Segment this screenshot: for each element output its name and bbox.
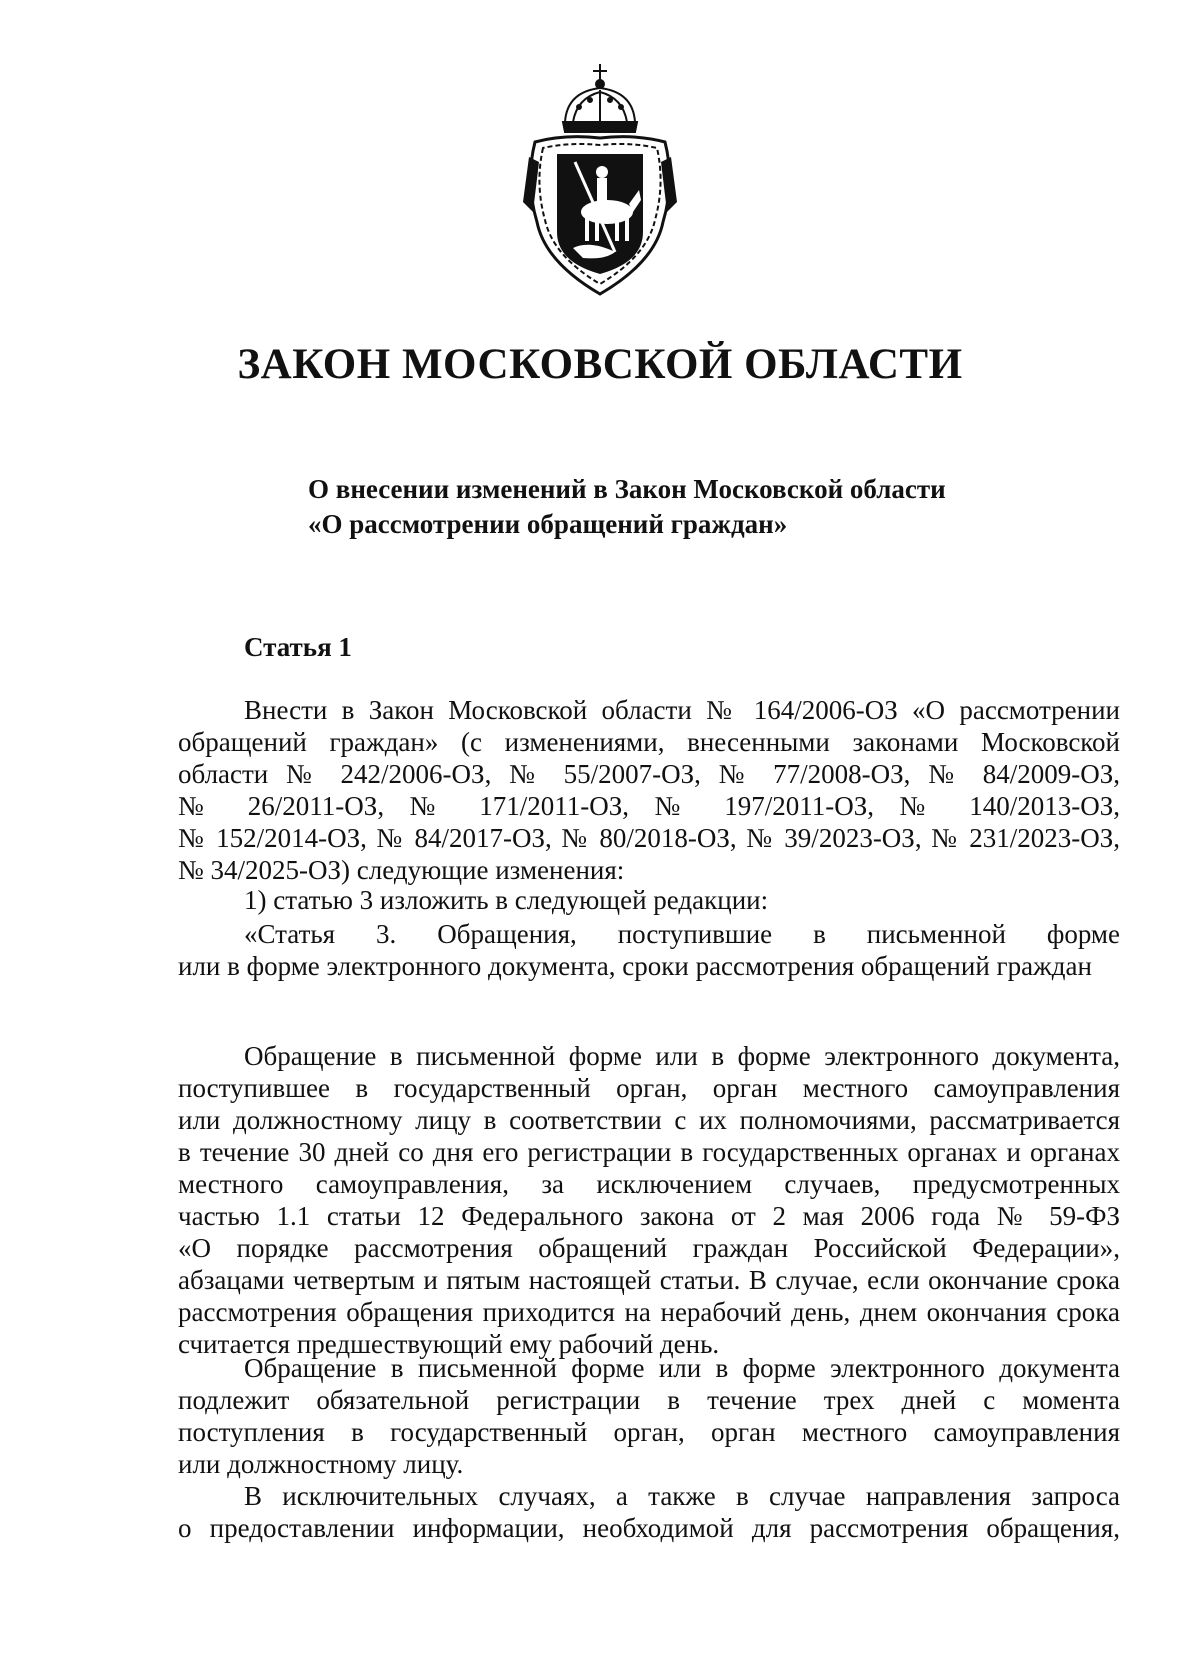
paragraph-mandatory-registration	[178, 1352, 1120, 1480]
text-line: «Статья 3. Обращения, поступившие в письменной форме	[244, 919, 1120, 949]
text-line: или должностному лицу.	[178, 1449, 464, 1479]
text-line: области № 242/2006-ОЗ, № 55/2007-ОЗ, № 77/2008-ОЗ, № 84/2009-ОЗ,	[178, 759, 1120, 789]
text-line: рассмотрения обращения приходится на нерабочий день, днем окончания срока	[178, 1297, 1120, 1327]
subtitle-line: О внесении изменений в Закон Московской области	[308, 474, 946, 504]
article-heading: Статья 1	[244, 632, 352, 662]
text-line: или в форме электронного документа, сроки рассмотрения обращений граждан	[178, 951, 1092, 981]
paragraph-registration-term	[178, 1040, 1120, 1360]
text-line: № 152/2014-ОЗ, № 84/2017-ОЗ, № 80/2018-ОЗ, № 39/2023-ОЗ, № 231/2023-ОЗ,	[178, 823, 1120, 853]
paragraph-exceptional-cases	[178, 1480, 1120, 1544]
text-line: частью 1.1 статьи 12 Федерального закона от 2 мая 2006 года № 59-ФЗ	[178, 1201, 1120, 1231]
text-line: В исключительных случаях, а также в случае направления запроса	[244, 1481, 1120, 1511]
text-line: местного самоуправления, за исключением случаев, предусмотренных	[178, 1169, 1120, 1199]
text-line: «О порядке рассмотрения обращений граждан Российской Федерации»,	[178, 1233, 1120, 1263]
text-line: № 26/2011-ОЗ, № 171/2011-ОЗ, № 197/2011-ОЗ, № 140/2013-ОЗ,	[178, 791, 1120, 821]
law-title: ЗАКОН МОСКОВСКОЙ ОБЛАСТИ	[237, 341, 963, 388]
item-1-paragraph	[178, 884, 1120, 916]
text-line: абзацами четвертым и пятым настоящей статьи. В случае, если окончание срока	[178, 1265, 1120, 1295]
text-line: поступления в государственный орган, орган местного самоуправления	[178, 1417, 1120, 1447]
text-line: № 34/2025-ОЗ) следующие изменения:	[178, 855, 625, 885]
text-line: Внести в Закон Московской области № 164/2006-ОЗ «О рассмотрении	[244, 695, 1120, 725]
text-line: или должностному лицу в соответствии с их полномочиями, рассматривается	[178, 1105, 1120, 1135]
subtitle-line: «О рассмотрении обращений граждан»	[308, 509, 788, 539]
text-line: обращений граждан» (с изменениями, внесенными законами Московской	[178, 727, 1120, 757]
text-line: Обращение в письменной форме или в форме электронного документа,	[244, 1041, 1120, 1071]
quoted-article-heading	[178, 918, 1120, 982]
text-line: 1) статью 3 изложить в следующей редакции:	[244, 885, 769, 915]
text-line: подлежит обязательной регистрации в течение трех дней с момента	[178, 1385, 1120, 1415]
text-line: поступившее в государственный орган, орган местного самоуправления	[178, 1073, 1120, 1103]
moscow-oblast-coat-of-arms-icon	[515, 62, 685, 302]
article-intro-paragraph	[178, 694, 1120, 886]
law-subtitle	[308, 472, 1108, 542]
text-line: Обращение в письменной форме или в форме электронного документа	[244, 1353, 1120, 1383]
text-line: о предоставлении информации, необходимой для рассмотрения обращения,	[178, 1513, 1120, 1543]
text-line: считается предшествующий ему рабочий день.	[178, 1329, 720, 1359]
text-line: в течение 30 дней со дня его регистрации в государственных органах и органах	[178, 1137, 1120, 1167]
